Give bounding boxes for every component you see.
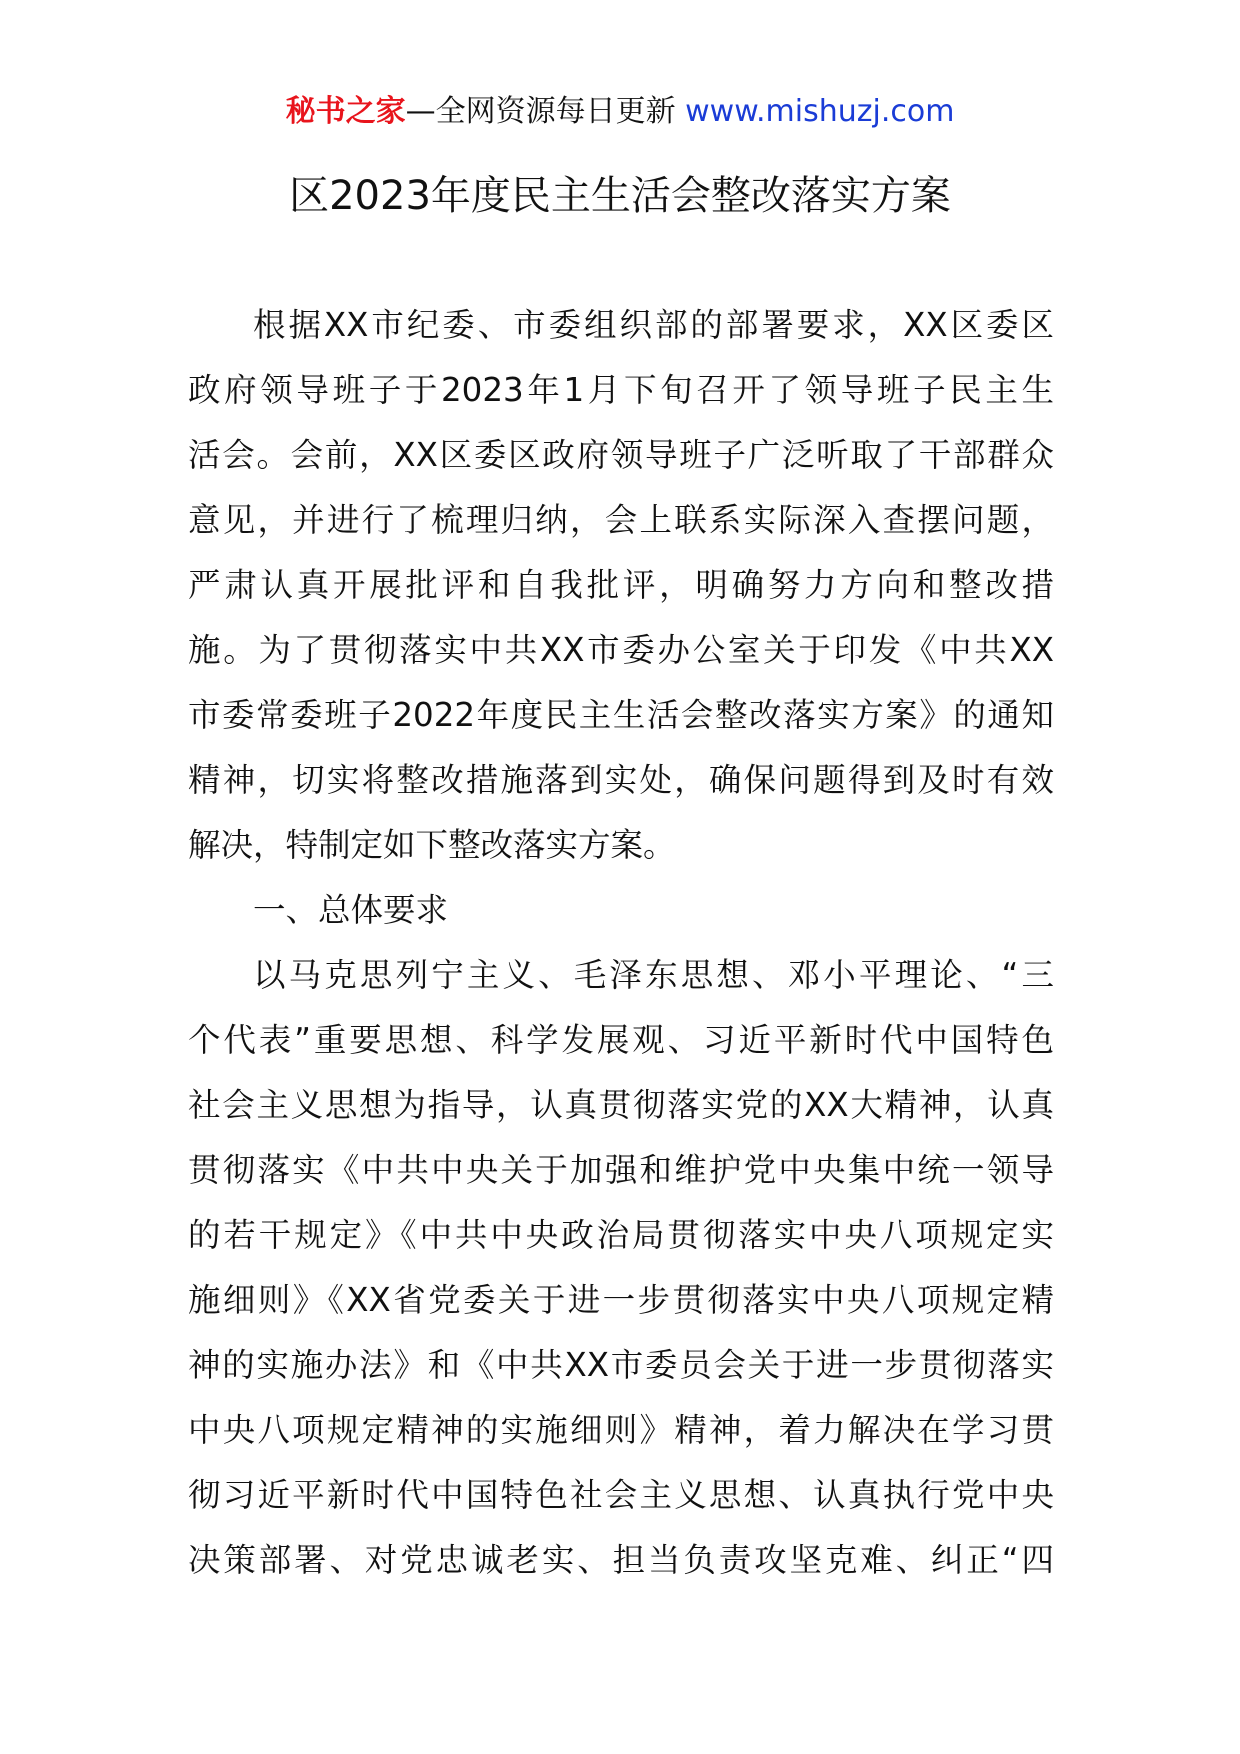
- paragraph-line: 决策部署、对党忠诚老实、担当负责攻坚克难、纠正“四: [188, 1541, 1054, 1579]
- paragraph-line: 解决，特制定如下整改落实方案。: [188, 826, 676, 864]
- document-body: [188, 293, 1054, 1593]
- section-heading: 一、总体要求: [253, 891, 449, 929]
- paragraph-line: 意见，并进行了梳理归纳，会上联系实际深入查摆问题，: [188, 501, 1054, 539]
- paragraph-line: 市委常委班子2022年度民主生活会整改落实方案》的通知: [188, 696, 1054, 734]
- paragraph-line: 贯彻落实《中共中央关于加强和维护党中央集中统一领导: [188, 1151, 1054, 1189]
- paragraph-line: 活会。会前，XX区委区政府领导班子广泛听取了干部群众: [188, 436, 1054, 474]
- paragraph-line: 以马克思列宁主义、毛泽东思想、邓小平理论、“三: [253, 956, 1054, 994]
- paragraph-line: 神的实施办法》和《中共XX市委员会关于进一步贯彻落实: [188, 1346, 1054, 1384]
- site-url-link[interactable]: www.mishuzj.com: [685, 94, 955, 129]
- paragraph-line: 根据XX市纪委、市委组织部的部署要求，XX区委区: [253, 306, 1054, 344]
- paragraph-line: 政府领导班子于2023年1月下旬召开了领导班子民主生: [188, 371, 1054, 409]
- paragraph-line: 精神，切实将整改措施落到实处，确保问题得到及时有效: [188, 761, 1054, 799]
- paragraph-line: 严肃认真开展批评和自我批评，明确努力方向和整改措: [188, 566, 1054, 604]
- site-brand: 秘书之家: [285, 94, 406, 129]
- paragraph-line: 中央八项规定精神的实施细则》精神，着力解决在学习贯: [188, 1411, 1054, 1449]
- paragraph-line: 施。为了贯彻落实中共XX市委办公室关于印发《中共XX: [188, 631, 1054, 669]
- paragraph-line: 的若干规定》《中共中央政治局贯彻落实中央八项规定实: [188, 1216, 1054, 1254]
- paragraph-line: 施细则》《XX省党委关于进一步贯彻落实中央八项规定精: [188, 1281, 1054, 1319]
- paragraph-line: 彻习近平新时代中国特色社会主义思想、认真执行党中央: [188, 1476, 1054, 1514]
- paragraph-line: 个代表”重要思想、科学发展观、习近平新时代中国特色: [188, 1021, 1054, 1059]
- site-banner: [0, 92, 1240, 132]
- site-tagline: —全网资源每日更新: [405, 94, 676, 129]
- document-title: 区2023年度民主生活会整改落实方案: [289, 173, 951, 219]
- paragraph-line: 社会主义思想为指导，认真贯彻落实党的XX大精神，认真: [188, 1086, 1054, 1124]
